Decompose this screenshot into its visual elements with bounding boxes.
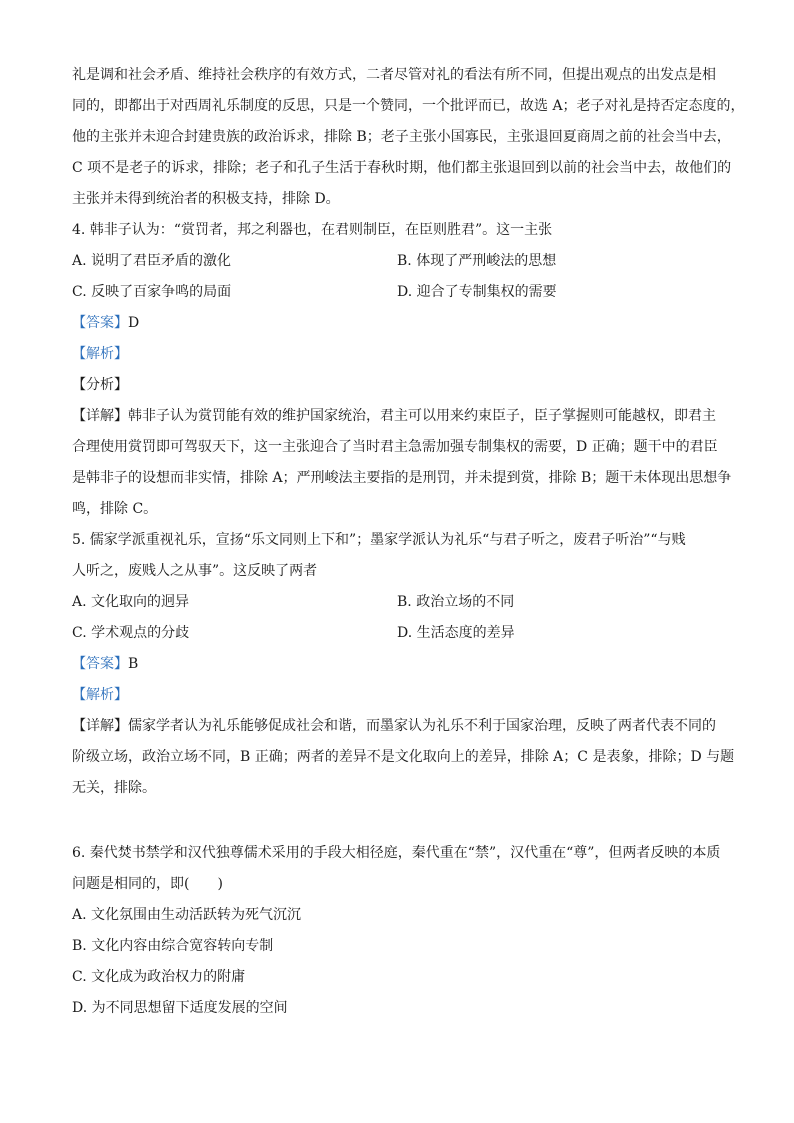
text-line: 鸣，排除 C。: [72, 501, 158, 517]
answer-line: [72, 308, 724, 339]
text-line: 合理使用赏罚即可驾驭天下，这一主张迎合了当时君主急需加强专制集权的需要，D 正确；题干中的君臣: [72, 439, 718, 455]
option-a: A. 文化氛围由生动活跃转为死气沉沉: [72, 907, 302, 923]
answer-tag: 【答案】: [72, 315, 128, 331]
option-a: A. 文化取向的迥异: [72, 594, 190, 610]
answer-value: D: [128, 315, 140, 331]
analysis-line: [72, 339, 724, 370]
text-line: 是韩非子的设想而非实情，排除 A；严刑峻法主要指的是刑罚，并未提到赏，排除 B；题干未体现出思想争: [72, 470, 732, 486]
question-stem: 人听之，废贱人之从事”。这反映了两者: [72, 563, 318, 579]
question-stem: 5. 儒家学派重视礼乐，宣扬“乐文同则上下和”；墨家学派认为礼乐“与君子听之，废君子听治”“与贱: [72, 532, 686, 548]
options-row: [72, 246, 724, 277]
question-stem: 4. 韩非子认为：“赏罚者，邦之利器也，在君则制臣，在臣则胜君”。这一主张: [72, 222, 553, 238]
document-page: [72, 60, 745, 1024]
detail-text: 儒家学者认为礼乐能够促成社会和谐，而墨家认为礼乐不利于国家治理，反映了两者代表不同的: [128, 718, 716, 734]
analysis-tag: 【解析】: [72, 346, 128, 362]
option-a: A. 说明了君臣矛盾的激化: [72, 253, 232, 269]
answer-value: B: [128, 656, 139, 672]
detail-paragraph: [72, 401, 732, 525]
options-row: [72, 618, 724, 649]
text-line: 同的，即都出于对西周礼乐制度的反思，只是一个赞同，一个批评而已，故选 A；老子对礼是持否定态度的，: [72, 98, 745, 114]
option-d: D. 迎合了专制集权的需要: [397, 284, 557, 300]
text-line: C 项不是老子的诉求，排除；老子和孔子生活于春秋时期，他们都主张退回到以前的社会当中去，故他们的: [72, 160, 732, 176]
text-line: 主张并未得到统治者的积极支持，排除 D。: [72, 191, 340, 207]
answer-tag: 【答案】: [72, 656, 128, 672]
option-c: C. 文化成为政治权力的附庸: [72, 969, 246, 985]
option-b: B. 体现了严刑峻法的思想: [397, 253, 557, 269]
option-c: C. 学术观点的分歧: [72, 625, 190, 641]
analysis-line: [72, 680, 724, 711]
question-6: [72, 838, 724, 1024]
text-line: 无关，排除。: [72, 780, 156, 796]
option-d: D. 为不同思想留下适度发展的空间: [72, 1000, 288, 1016]
fenxi-tag: 【分析】: [72, 377, 128, 393]
options-row: [72, 587, 724, 618]
question-4: [72, 215, 732, 525]
detail-tag: 【详解】: [72, 718, 128, 734]
options-row: [72, 277, 724, 308]
q3-explanation-continued: [72, 60, 745, 215]
question-5: [72, 525, 735, 804]
fenxi-line: [72, 370, 724, 401]
text-line: [72, 711, 724, 742]
answer-line: [72, 649, 724, 680]
option-d: D. 生活态度的差异: [397, 625, 515, 641]
option-b: B. 政治立场的不同: [397, 594, 515, 610]
text-line: 阶级立场，政治立场不同，B 正确；两者的差异不是文化取向上的差异，排除 A；C 是表象，排除；D 与题: [72, 749, 735, 765]
option-c: C. 反映了百家争鸣的局面: [72, 284, 232, 300]
text-line: [72, 401, 724, 432]
analysis-tag: 【解析】: [72, 687, 128, 703]
text-line: 他的主张并未迎合封建贵族的政治诉求，排除 B；老子主张小国寡民，主张退回夏商周之前的社会当中去，: [72, 129, 731, 145]
text-line: 礼是调和社会矛盾、维持社会秩序的有效方式，二者尽管对礼的看法有所不同，但提出观点的出发点是相: [72, 67, 716, 83]
option-b: B. 文化内容由综合宽容转向专制: [72, 938, 274, 954]
question-stem: 6. 秦代焚书禁学和汉代独尊儒术采用的手段大相径庭，秦代重在“禁”，汉代重在“尊”，但两者反映的本质: [72, 845, 721, 861]
question-stem: 问题是相同的，即( ): [72, 876, 223, 892]
detail-text: 韩非子认为赏罚能有效的维护国家统治，君主可以用来约束臣子，臣子掌握则可能越权，即君主: [128, 408, 716, 424]
spacer: [72, 804, 724, 838]
detail-tag: 【详解】: [72, 408, 128, 424]
detail-paragraph: [72, 711, 735, 804]
